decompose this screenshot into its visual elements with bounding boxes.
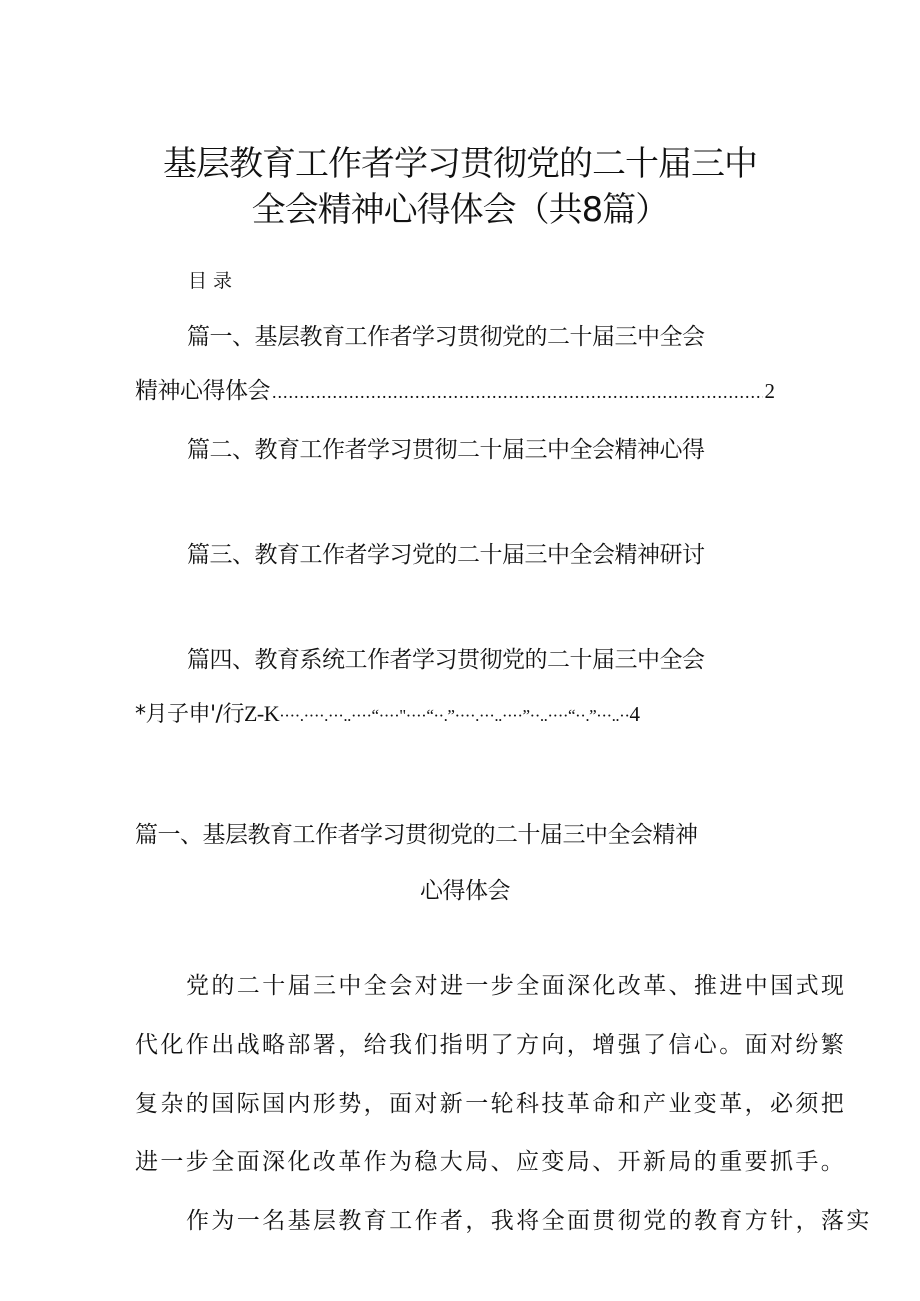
body-paragraph-1-line-4: 进一步全面深化改革作为稳大局、应变局、开新局的重要抓手。: [135, 1149, 847, 1175]
toc-dot-leader: [272, 382, 763, 403]
section-heading-line-2: 心得体会: [420, 878, 510, 904]
body-paragraph-2-line-1: 作为一名基层教育工作者，我将全面贯彻党的教育方针，落实: [186, 1208, 872, 1234]
toc-entry-4-page: 4: [629, 702, 640, 726]
toc-entry-2[interactable]: 篇二、教育工作者学习贯彻二十届三中全会精神心得: [187, 437, 705, 463]
body-paragraph-1-line-2: 代化作出战略部署，给我们指明了方向，增强了信心。面对纷繁: [135, 1032, 847, 1058]
toc-entry-4-garbled-chars: *月子申'/行: [135, 702, 244, 727]
toc-entry-1-text: 精神心得体会: [135, 378, 270, 404]
body-paragraph-1-line-1: 党的二十届三中全会对进一步全面深化改革、推进中国式现: [186, 973, 847, 999]
section-heading-line-1: 篇一、基层教育工作者学习贯彻党的二十届三中全会精神: [135, 822, 698, 848]
body-paragraph-1-line-3: 复杂的国际国内形势，面对新一轮科技革命和产业变革，必须把: [135, 1091, 847, 1117]
toc-entry-4-garbled-latin: Z-K: [243, 701, 280, 726]
document-title-line-2: 全会精神心得体会（共8篇）: [251, 190, 669, 230]
toc-entry-1-line-2[interactable]: [135, 372, 775, 405]
document-title-line-1: 基层教育工作者学习贯彻党的二十届三中: [163, 144, 757, 184]
toc-entry-3[interactable]: 篇三、教育工作者学习党的二十届三中全会精神研讨: [187, 542, 705, 568]
toc-entry-1-line-1[interactable]: 篇一、基层教育工作者学习贯彻党的二十届三中全会: [187, 324, 705, 350]
toc-entry-1-page: 2: [764, 379, 775, 403]
toc-entry-4-line-1[interactable]: 篇四、教育系统工作者学习贯彻党的二十届三中全会: [187, 647, 705, 673]
toc-entry-4-line-2[interactable]: [135, 697, 639, 728]
toc-entry-4-garbled-leader: ····.····.···..····“····"····“··.”····.···..····”··..····“··.”···..··: [279, 706, 630, 725]
toc-label: 目录: [188, 270, 239, 292]
